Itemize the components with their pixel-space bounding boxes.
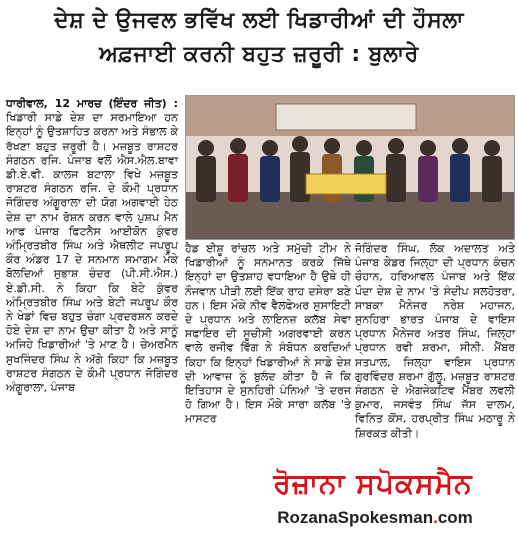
site-dot: .	[433, 508, 438, 527]
website-url[interactable]	[240, 508, 510, 528]
article-column-left	[6, 97, 178, 395]
dateline: ਧਾਰੀਵਾਲ, 12 ਮਾਰਚ (ਇੰਦਰ ਜੀਤ) :	[6, 97, 178, 110]
site-tld: com	[437, 508, 473, 527]
site-name: RozanaSpokesman	[277, 508, 434, 527]
article-column-middle	[185, 242, 351, 427]
headline-line-2: ਅਫ਼ਜਾਈ ਕਰਨੀ ਬਹੁਤ ਜ਼ਰੂਰੀ : ਬੁਲਾਰੇ	[99, 42, 419, 67]
event-photo-drawing	[186, 96, 514, 239]
event-photo	[185, 95, 515, 240]
article-text-middle: ਹੈਡ ਈਸ਼ੂ ਰਾਂਚਲ ਅਤੇ ਸਮੁੱਚੀ ਟੀਮ ਨੇ ਖਿਡਾਰੀਆਂ ਨੂੰ ਸਨਮਾਨਤ ਕਰਕੇ ਜਿੱਥੇ ਇਨ੍ਹਾਂ ਦਾ ਉਤਸ਼ਾਹ ਵਧਾਇਆ ਹੈ ਉਥੇ ਹੀ ਨੌਜਵਾਨ ਪੀੜੀ ਲਈ ਇੱਕ ਰਾਹ ਦਸੇਰਾ ਬਣੇ ਹਨ। ਇਸ ਮੌਕੇ ਨੀਵ ਵੈਲਫੇਅਰ ਸੁਸਾਇਟੀ ਦੇ ਪ੍ਰਧਾਨ ਅਤੇ ਲਾਇਨਜ਼ ਕਲੱਬ ਸੇਵਾ ਸਫਾਇਰ ਦੀ ਸੂਚੀਸੀ ਅਗਰਵਾਈ ਕਰਨ ਵਾਲੇ ਰਜੀਵ ਵਿੱਗ ਨੇ ਸੰਬੋਧਨ ਕਰਦਿਆਂ ਕਿਹਾ ਕਿ ਇਨ੍ਹਾਂ ਖਿਡਾਰੀਆਂ ਨੇ ਸਾਡੇ ਦੇਸ਼ ਦੀ ਆਵਾਜ਼ ਨੂੰ ਬੁਲੰਦ ਕੀਤਾ ਹੈ ਜੋ ਕਿ ਇਤਿਹਾਸ ਦੇ ਸੁਨਹਿਰੀ ਪੰਨਿਆਂ 'ਤੇ ਦਰਜ ਹੋ ਗਿਆ ਹੈ। ਇਸ ਮੌਕੇ ਸਾਰਾ ਕਲੱਬ 'ਤੇ ਮਾਸਟਰ	[185, 242, 351, 426]
headline-line-1: ਦੇਸ਼ ਦੇ ਉਜਵਲ ਭਵਿੱਖ ਲਈ ਖਿਡਾਰੀਆਂ ਦੀ ਹੌਸਲਾ	[54, 8, 464, 33]
article-column-right	[355, 242, 515, 441]
article-text-right: ਜੋਗਿੰਦਰ ਸਿੰਘ, ਲੋਕ ਅਦਾਲਤ ਅਤੇ ਪੰਜਾਬ ਕੇਡਰ ਜਿਲ੍ਹਾ ਦੀ ਪ੍ਰਧਾਨ ਕੰਚਨ ਚੌਹਾਨ, ਹਰਿਆਵਲ ਪੰਜਾਬ ਅਤੇ ਇੱਕ ਪੌਦਾ ਦੇਸ਼ ਦੇ ਨਾਮ 'ਤੇ ਸੰਦੀਪ ਸਲਹੋਤਰਾ, ਸਾਬਕਾ ਮੈਨੇਜਰ ਨਰੇਸ਼ ਮਹਾਜਨ, ਸੁਨਹਿਰਾ ਭਾਰਤ ਪੰਜਾਬ ਦੇ ਵਾਇਸ ਪ੍ਰਧਾਨ ਮੈਨੇਜਰ ਅਤਰ ਸਿੰਘ, ਜਿਲ੍ਹਾ ਪ੍ਰਧਾਨ ਰਵੀ ਸ਼ਰਮਾ, ਸੀਨੀ. ਮੈਂਬਰ ਸਤਪਾਲ, ਜਿਲ੍ਹਾ ਵਾਇਸ ਪ੍ਰਧਾਨ ਗੁਰਵਿੰਦਰ ਸ਼ਰਮਾ ਗੁੱਲੂ, ਮਜ਼ਬੂਤ ਰਾਸ਼ਟਰ ਸੰਗਠਨ ਦੇ ਐਗਜੇਕਟਿਵ ਮੈਂਬਰ ਲਵਲੀ ਕੁਮਾਰ, ਜਸਵੰਤ ਸਿੰਘ ਜੱਸ ਦਾਲਮ, ਵਿਨਿਤ ਕੋਂਸ, ਹਰਪ੍ਰੀਤ ਸਿੰਘ ਮਠਾਰੂ ਨੇ ਸ਼ਿਰਕਤ ਕੀਤੀ।	[355, 242, 515, 440]
newspaper-masthead: ਰੋਜ਼ਾਨਾ ਸਪੋਕਸਮੈਨ	[273, 467, 473, 500]
article-text-left: ਖਿਡਾਰੀ ਸਾਡੇ ਦੇਸ਼ ਦਾ ਸਰਮਾਇਆ ਹਨ ਇਨ੍ਹਾਂ ਨੂੰ ਉਤਸ਼ਾਹਿਤ ਕਰਨਾ ਅਤੇ ਸੰਭਾਲ ਕੇ ਰੱਖਣਾ ਬਹੁਤ ਜ਼ਰੂਰੀ ਹੈ। ਮਜ਼ਬੂਤ ਰਾਸ਼ਟਰ ਸੰਗਠਨ ਰਜਿ. ਪੰਜਾਬ ਵਲੋਂ ਐਸ.ਐਲ.ਬਾਵਾ ਡੀ.ਏ.ਵੀ. ਕਾਲਜ ਬਟਾਲਾ ਵਿਖੇ ਮਜ਼ਬੂਤ ਰਾਸ਼ਟਰ ਸੰਗਠਨ ਰਜਿ. ਦੇ ਕੌਮੀ ਪ੍ਰਧਾਨ ਜੋਗਿੰਦਰ ਅੰਗੂਰਾਲਾ ਦੀ ਯੋਗ ਅਗਵਾਈ ਹੇਠ ਦੇਸ਼ ਦਾ ਨਾਮ ਰੋਸ਼ਨ ਕਰਨ ਵਾਲੇ ਪੁਸ਼ਪ ਮੈਨ ਆਫ ਪੰਜਾਬ ਫਿਟਨੈਸ ਆਈਕੋਨ ਕੁੰਵਰ ਅੰਮ੍ਰਿਤਬੀਰ ਸਿੰਘ ਅਤੇ ਐਥਲੀਟ ਜਪਰੂਪ ਕੌਰ ਅੰਡਰ 17 ਦੇ ਸਨਮਾਨ ਸਮਾਗਮ ਮੌਕੇ ਬੋਲਦਿਆਂ ਸੁਭਾਸ਼ ਚੰਦਰ (ਪੀ.ਸੀ.ਐਸ.) ਏ.ਡੀ.ਸੀ. ਨੇ ਕਿਹਾ ਕਿ ਬੇਟੇ ਕੁੰਵਰ ਅੰਮ੍ਰਿਤਬੀਰ ਸਿੰਘ ਅਤੇ ਬੇਟੀ ਜਪਰੂਪ ਕੌਰ ਨੇ ਖੇਡਾਂ ਵਿਚ ਬਹੁਤ ਚੰਗਾ ਪ੍ਰਦਰਸ਼ਨ ਕਰਦੇ ਹੋਏ ਦੇਸ਼ ਦਾ ਨਾਮ ਉਚਾ ਕੀਤਾ ਹੈ ਅਤੇ ਸਾਨੂੰ ਅਜਿਹੇ ਖਿਡਾਰੀਆਂ 'ਤੇ ਮਾਣ ਹੈ। ਚੇਅਰਮੈਨ ਸੁਖਜਿੰਦਰ ਸਿੰਘ ਨੇ ਅੱਗੇ ਕਿਹਾ ਕਿ ਮਜ਼ਬੂਤ ਰਾਸ਼ਟਰ ਸੰਗਠਨ ਦੇ ਕੌਮੀ ਪ੍ਰਧਾਨ ਜੋਗਿੰਦਰ ਅੰਗੂਰਾਲਾ, ਪੰਜਾਬ	[6, 111, 178, 395]
